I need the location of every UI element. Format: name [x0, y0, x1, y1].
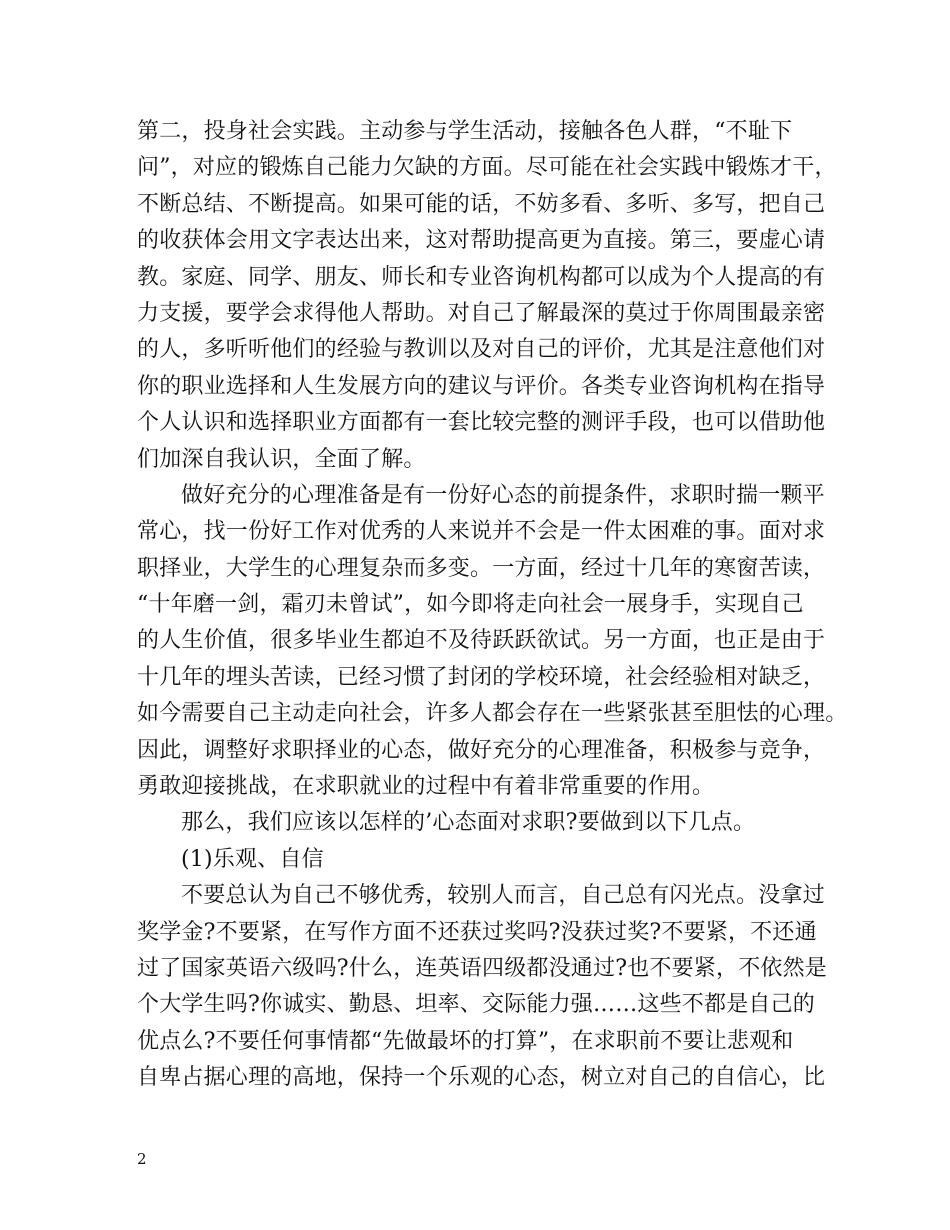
paragraph-first-line: 那么，我们应该以怎样的’心态面对求职?要做到以下几点。 [181, 810, 756, 836]
text-line: 优点么?不要任何事情都“先做最坏的打算”，在求职前不要让悲观和 [137, 1028, 794, 1054]
text-line: 的人生价值，很多毕业生都迫不及待跃跃欲试。另一方面，也正是由于 [137, 628, 826, 654]
text-line: 十几年的埋头苦读，已经习惯了封闭的学校环境，社会经验相对缺乏， [137, 664, 826, 690]
text-line: 力支援，要学会求得他人帮助。对自己了解最深的莫过于你周围最亲密 [137, 300, 826, 326]
section-heading: (1)乐观、自信 [181, 846, 324, 872]
text-line: 因此，调整好求职择业的心态，做好充分的心理准备，积极参与竞争， [137, 737, 826, 763]
text-line: 问”，对应的锻炼自己能力欠缺的方面。尽可能在社会实践中锻炼才干， [137, 155, 837, 181]
text-line: 第二，投身社会实践。主动参与学生活动，接触各色人群，“不耻下 [137, 119, 793, 144]
text-line: 自卑占据心理的高地，保持一个乐观的心态，树立对自己的自信心，比 [137, 1065, 826, 1091]
text-line: “十年磨一剑，霜刃未曾试”，如今即将走向社会一展身手，实现自己 [137, 592, 804, 618]
text-line: 个大学生吗?你诚实、勤恳、坦率、交际能力强……这些不都是自己的 [137, 992, 815, 1018]
body-text [137, 114, 848, 1097]
text-line: 们加深自我认识，全面了解。 [137, 446, 426, 472]
text-line: 个人认识和选择职业方面都有一套比较完整的测评手段，也可以借助他 [137, 410, 826, 436]
text-line: 如今需要自己主动走向社会，许多人都会存在一些紧张甚至胆怯的心理。 [137, 701, 848, 727]
text-line: 不断总结、不断提高。如果可能的话，不妨多看、多听、多写，把自己 [137, 191, 826, 217]
text-line: 教。家庭、同学、朋友、师长和专业咨询机构都可以成为个人提高的有 [137, 264, 826, 290]
text-line: 职择业，大学生的心理复杂而多变。一方面，经过十几年的寒窗苦读， [137, 555, 826, 581]
text-line: 的收获体会用文字表达出来，这对帮助提高更为直接。第三，要虚心请 [137, 228, 826, 254]
text-line: 常心，找一份好工作对优秀的人来说并不会是一件太困难的事。面对求 [137, 519, 826, 545]
page-number: 2 [137, 1150, 147, 1168]
text-line: 的人，多听听他们的经验与教训以及对自己的评价，尤其是注意他们对 [137, 337, 826, 363]
paragraph-first-line: 不要总认为自己不够优秀，较别人而言，自己总有闪光点。没拿过 [181, 883, 825, 909]
text-line: 勇敢迎接挑战，在求职就业的过程中有着非常重要的作用。 [137, 774, 715, 800]
paragraph-first-line: 做好充分的心理准备是有一份好心态的前提条件，求职时揣一颗平 [181, 482, 825, 508]
text-line: 奖学金?不要紧，在写作方面不还获过奖吗?没获过奖?不要紧，不还通 [137, 919, 817, 945]
text-line: 过了国家英语六级吗?什么，连英语四级都没通过?也不要紧，不依然是 [137, 955, 827, 981]
text-line: 你的职业选择和人生发展方向的建议与评价。各类专业咨询机构在指导 [137, 373, 826, 399]
